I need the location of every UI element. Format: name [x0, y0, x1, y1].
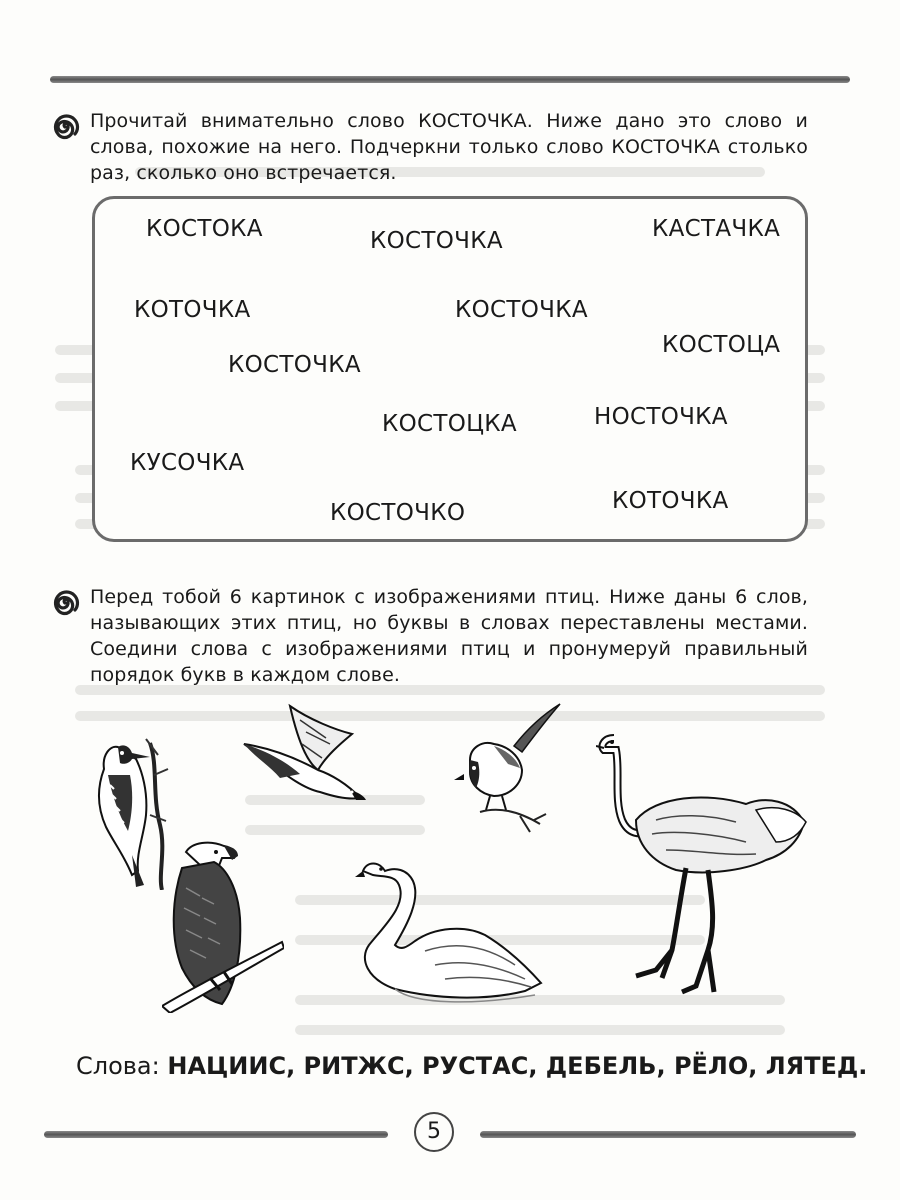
- spiral-icon: [48, 586, 82, 620]
- word-item[interactable]: КОТОЧКА: [134, 297, 251, 323]
- word-item[interactable]: КОСТОЧКА: [228, 352, 361, 378]
- word-item[interactable]: КОСТОЦКА: [382, 411, 517, 437]
- woodpecker-illustration[interactable]: [88, 735, 172, 890]
- bottom-divider-left: [44, 1131, 388, 1138]
- word-item[interactable]: КОТОЧКА: [612, 488, 729, 514]
- page-number: 5: [414, 1112, 454, 1152]
- word-item[interactable]: КОСТОЧКО: [330, 500, 466, 526]
- word-item[interactable]: КОСТОЧКА: [455, 297, 588, 323]
- word-item[interactable]: КОСТОКА: [146, 216, 263, 242]
- top-divider: [50, 76, 850, 83]
- bottom-divider-right: [480, 1131, 856, 1138]
- eagle-illustration[interactable]: [162, 838, 284, 1013]
- answer-words-line: [76, 1052, 867, 1080]
- answer-words-label: Слова:: [76, 1052, 160, 1080]
- ostrich-illustration[interactable]: [596, 730, 810, 1000]
- spiral-icon: [48, 110, 82, 144]
- task-1-instructions: Прочитай внимательно слово КОСТОЧКА. Ниже дано это слово и слова, похожие на него. Подчеркни только слово КОСТОЧКА столько раз, сколько оно встречается.: [90, 110, 808, 184]
- titmouse-illustration[interactable]: [450, 700, 562, 835]
- word-item[interactable]: КУСОЧКА: [130, 450, 245, 476]
- word-item[interactable]: КАСТАЧКА: [652, 216, 781, 242]
- swan-illustration[interactable]: [355, 855, 545, 1005]
- swallow-illustration[interactable]: [240, 700, 370, 810]
- task-2-instructions: Перед тобой 6 картинок с изображениями птиц. Ниже даны 6 слов, называющих этих птиц, но буквы в словах переставлены местами. Соедини слова с изображениями птиц и пронумеруй правильный порядок букв в каждом слове.: [90, 586, 808, 686]
- word-item[interactable]: НОСТОЧКА: [594, 404, 728, 430]
- word-item[interactable]: КОСТОЧКА: [370, 228, 503, 254]
- word-item[interactable]: КОСТОЦА: [662, 332, 781, 358]
- answer-words-list: НАЦИИС, РИТЖС, РУСТАС, ДЕБЕЛЬ, РЁЛО, ЛЯТЕД.: [167, 1052, 868, 1080]
